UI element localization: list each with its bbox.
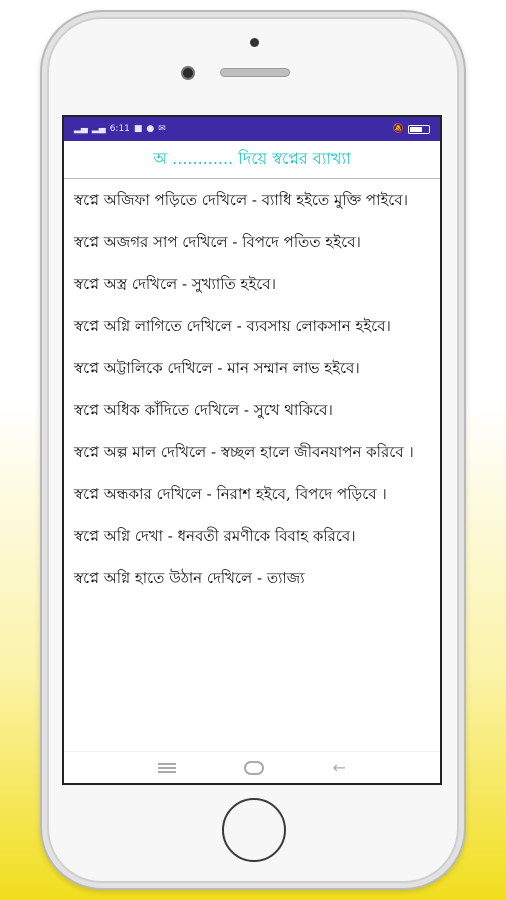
list-item[interactable]: স্বপ্নে অগ্নি দেখা - ধনবতী রমণীকে বিবাহ করিবে। — [74, 527, 356, 545]
battery-icon — [408, 125, 430, 134]
list-item[interactable]: স্বপ্নে অল্প মাল দেখিলে - স্বচ্ছল হালে জীবনযাপন করিবে । — [74, 443, 414, 461]
android-nav-bar — [64, 751, 440, 783]
page-title: অ ............ দিয়ে স্বপ্নের ব্যাখ্যা — [64, 141, 440, 179]
list-item[interactable]: স্বপ্নে অগ্নি লাগিতে দেখিলে - ব্যবসায় লোকসান হইবে। — [74, 317, 391, 335]
status-bar — [64, 117, 440, 141]
list-item[interactable]: স্বপ্নে অন্ধকার দেখিলে - নিরাশ হইবে, বিপদে পড়িবে । — [74, 485, 387, 503]
app-screen — [62, 115, 442, 785]
status-right — [393, 124, 430, 134]
signal-icon-2: ▂▄ — [91, 124, 106, 134]
home-icon[interactable] — [244, 761, 264, 775]
dream-list[interactable] — [64, 179, 440, 589]
mute-icon: 🔕 — [392, 124, 404, 134]
menu-icon[interactable] — [158, 763, 176, 773]
signal-icon: ▂▄ — [74, 124, 88, 134]
list-item[interactable]: স্বপ্নে অধিক কাঁদিতে দেখিলে - সুখে থাকিবে। — [74, 401, 333, 419]
app-icon: ● — [146, 124, 155, 134]
list-item[interactable]: স্বপ্নে অজিফা পড়িতে দেখিলে - ব্যাধি হইতে মুক্তি পাইবে। — [74, 191, 409, 209]
mail-icon: ✉ — [158, 124, 166, 134]
list-item[interactable]: স্বপ্নে অট্টালিকে দেখিলে - মান সম্মান লাভ হইবে। — [74, 359, 360, 377]
list-item[interactable]: স্বপ্নে অগ্নি হাতে উঠান দেখিলে - ত্যাজ্য — [74, 569, 305, 587]
earpiece-speaker — [220, 68, 290, 77]
list-item[interactable]: স্বপ্নে অস্ত্র দেখিলে - সুখ্যাতি হইবে। — [74, 275, 276, 293]
front-camera — [181, 66, 195, 80]
status-time: 6:11 — [109, 124, 130, 134]
home-button[interactable] — [222, 798, 286, 862]
status-left — [74, 124, 166, 134]
back-icon[interactable]: ← — [332, 758, 346, 777]
camera-dot — [250, 38, 259, 47]
notification-icon: ■ — [133, 124, 143, 134]
list-item[interactable]: স্বপ্নে অজগর সাপ দেখিলে - বিপদে পতিত হইবে। — [74, 233, 361, 251]
